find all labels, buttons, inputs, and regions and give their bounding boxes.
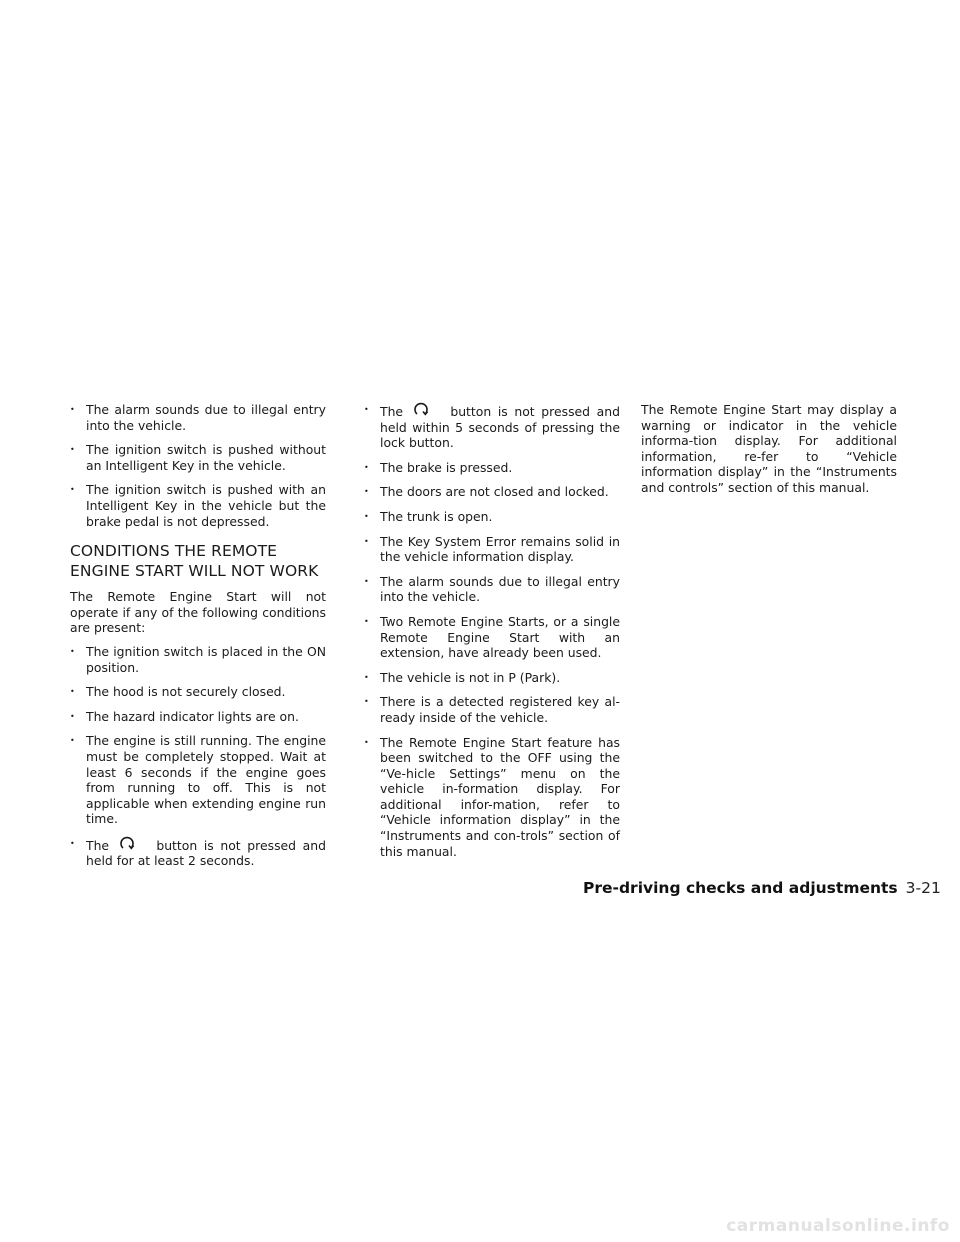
- watermark: carmanualsonline.info: [726, 1216, 950, 1236]
- page-footer: [583, 878, 941, 897]
- list-item: • The engine is still running. The engine must be completely stopped. Wait at least 6 seconds if the engine goes from running to off. This is not applicable when extending engine run time.: [70, 733, 326, 827]
- footer-section-title: Pre-driving checks and adjustments: [583, 879, 898, 897]
- column-middle: [364, 402, 620, 868]
- column-right: [641, 402, 897, 504]
- warning-paragraph: The Remote Engine Start may display a warning or indicator in the vehicle informa-tion display. For additional information, re-fer to “Vehicle information display” in the “Instruments and controls” section of this manual.: [641, 402, 897, 495]
- alarm-conditions-list: [70, 402, 326, 529]
- list-item: • The ignition switch is pushed without an Intelligent Key in the vehicle.: [70, 442, 326, 473]
- section-intro: The Remote Engine Start will not operate if any of the following conditions are present:: [70, 589, 326, 636]
- list-item: • The Key System Error remains solid in the vehicle information display.: [364, 534, 620, 565]
- list-item: • The hood is not securely closed.: [70, 684, 326, 700]
- list-item: • The trunk is open.: [364, 509, 620, 525]
- conditions-list: [70, 644, 326, 869]
- page-number: 3-21: [905, 879, 941, 897]
- list-item: [70, 836, 326, 869]
- list-item: [364, 402, 620, 451]
- list-item: • The alarm sounds due to illegal entry into the vehicle.: [70, 402, 326, 433]
- list-item: • The vehicle is not in P (Park).: [364, 670, 620, 686]
- conditions-list-continued: [364, 402, 620, 859]
- list-item: • The ignition switch is placed in the ON position.: [70, 644, 326, 675]
- list-item: • The Remote Engine Start feature has been switched to the OFF using the “Ve-hicle Settings” menu on the vehicle in-formation display. For additional infor-mation, refer to “Vehicle information display” in the “Instruments and con-trols” section of this manual.: [364, 735, 620, 860]
- list-item: • The hazard indicator lights are on.: [70, 709, 326, 725]
- list-item: • There is a detected registered key al-ready inside of the vehicle.: [364, 694, 620, 725]
- item-suffix: button is not pressed and held within 5 seconds of pressing the lock button.: [380, 404, 620, 451]
- list-item: • The brake is pressed.: [364, 460, 620, 476]
- remote-engine-start-icon: [412, 402, 430, 418]
- section-heading: CONDITIONS THE REMOTE ENGINE START WILL NOT WORK: [70, 542, 319, 581]
- item-prefix: The: [380, 404, 404, 419]
- remote-engine-start-icon: [118, 836, 136, 852]
- item-suffix: button is not pressed and held for at least 2 seconds.: [86, 837, 326, 869]
- list-item: • The ignition switch is pushed with an Intelligent Key in the vehicle but the brake pedal is not depressed.: [70, 482, 326, 529]
- list-item: • The alarm sounds due to illegal entry into the vehicle.: [364, 574, 620, 605]
- list-item: • Two Remote Engine Starts, or a single Remote Engine Start with an extension, have already been used.: [364, 614, 620, 661]
- list-item: • The doors are not closed and locked.: [364, 484, 620, 500]
- item-prefix: The: [86, 837, 110, 853]
- column-left: [70, 402, 326, 878]
